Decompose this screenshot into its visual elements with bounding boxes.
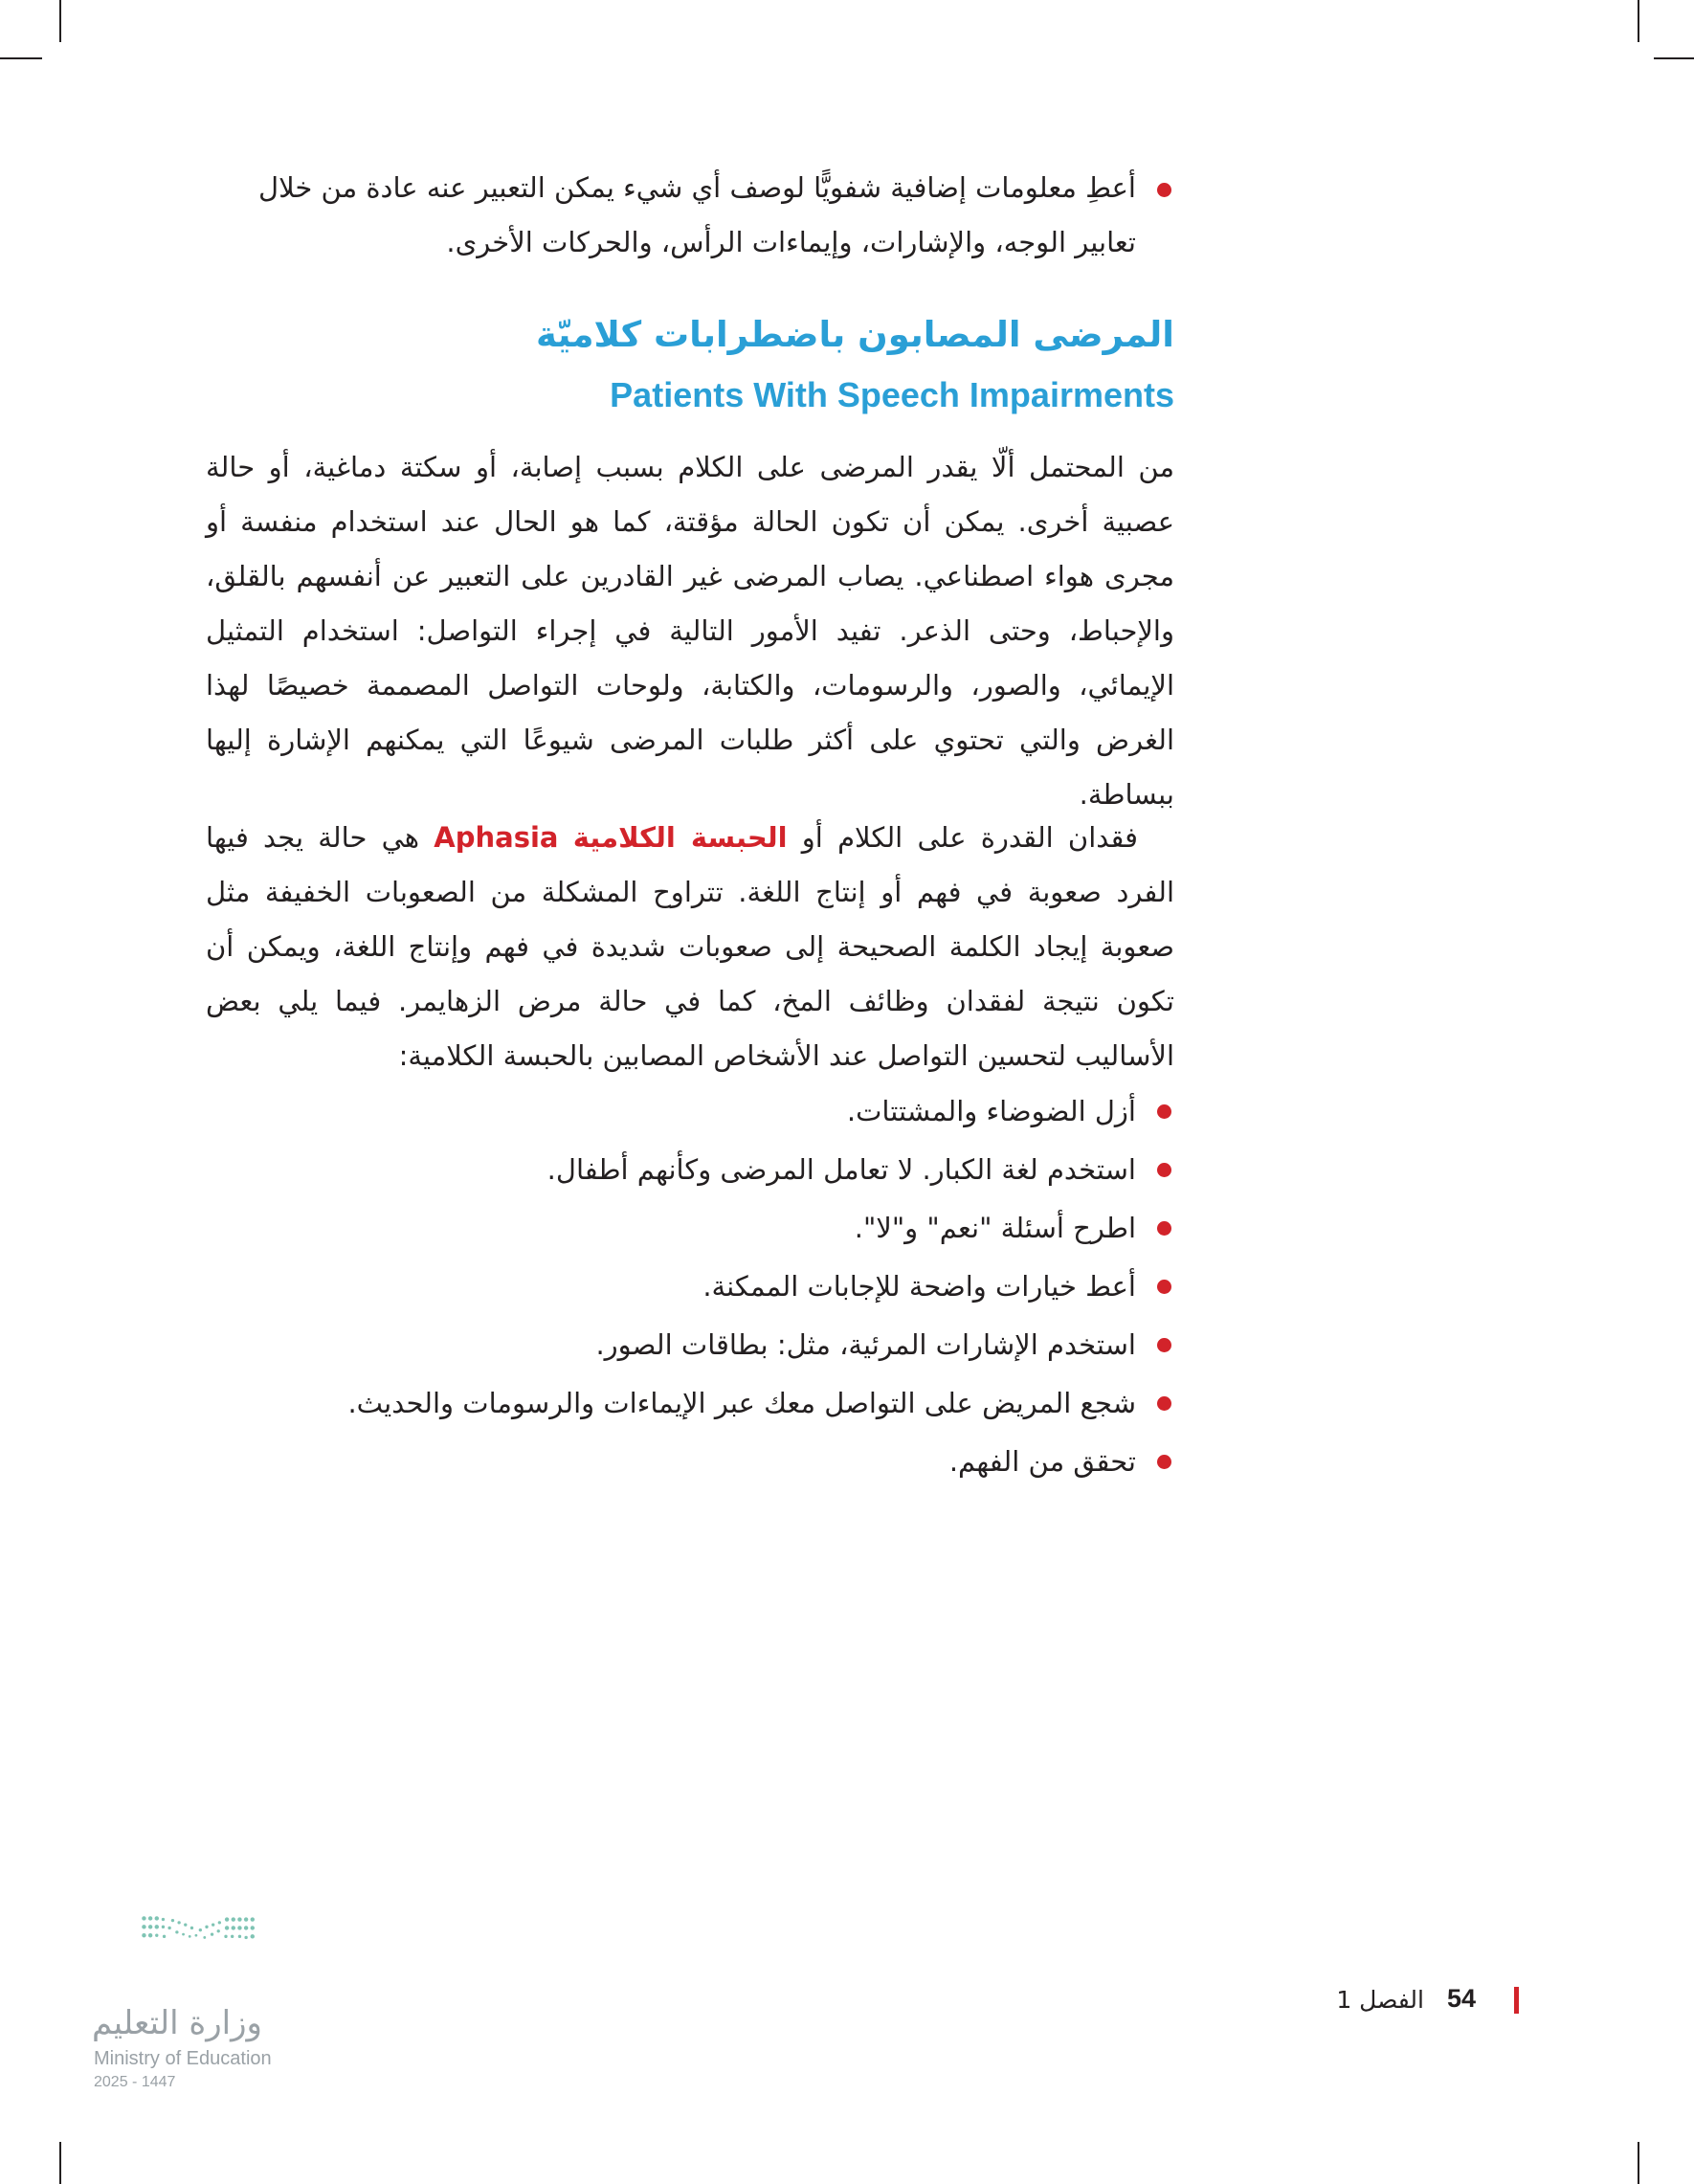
aphasia-term-ar: الحبسة الكلامية — [572, 821, 788, 854]
bullet-dot-icon — [1157, 1338, 1171, 1352]
bullet-dot-icon — [1157, 1221, 1171, 1236]
section-title-en: Patients With Speech Impairments — [610, 375, 1174, 414]
list-item-text: استخدم لغة الكبار. لا تعامل المرضى وكأنهم أطفال. — [546, 1153, 1136, 1186]
crop-mark — [1654, 57, 1694, 59]
list-item-text: اطرح أسئلة "نعم" و"لا". — [854, 1212, 1136, 1244]
list-item-text: أزل الضوضاء والمشتتات. — [846, 1095, 1136, 1127]
bullet-dot-icon — [1157, 1396, 1171, 1411]
ministry-logo-ar: وزارة التعليم — [92, 2004, 262, 2042]
crop-mark — [59, 2142, 61, 2184]
aphasia-term-en: Aphasia — [434, 821, 559, 854]
list-item-text: شجع المريض على التواصل معك عبر الإيماءات والرسومات والحديث. — [347, 1387, 1136, 1419]
list-item — [206, 1199, 1174, 1258]
list-item — [206, 1433, 1174, 1491]
crop-mark — [0, 57, 42, 59]
list-item-text: تحقق من الفهم. — [948, 1445, 1136, 1478]
list-item — [206, 1141, 1174, 1199]
ministry-logo-en: Ministry of Education — [94, 2048, 272, 2069]
paragraph-1-block — [206, 440, 1174, 822]
ministry-logo-dots-icon — [92, 1914, 312, 2010]
list-item-text: أعط خيارات واضحة للإجابات الممكنة. — [702, 1270, 1136, 1303]
page-number: 54 — [1447, 1984, 1477, 2013]
techniques-list — [206, 1082, 1174, 1491]
paragraph-2-before: فقدان القدرة على الكلام أو — [801, 821, 1139, 854]
list-item — [206, 1082, 1174, 1141]
paragraph-1: من المحتمل ألّا يقدر المرضى على الكلام بسبب إصابة، أو سكتة دماغية، أو حالة عصبية أخرى. يمكن أن تكون الحالة مؤقتة، كما هو الحال عند استخدام منفسة أو مجرى هواء اصطناعي. يصاب المرضى غير القادرين على التعبير عن أنفسهم بالقلق، والإحباط، وحتى الذعر. تفيد الأمور التالية في إجراء التواصل: استخدام التمثيل الإيمائي، والصور، والرسومات، والكتابة، ولوحات التواصل المصممة خصيصًا لهذا الغرض والتي تحتوي على أكثر طلبات المرضى شيوعًا التي يمكنهم الإشارة إليها ببساطة. — [206, 451, 1174, 811]
bullet-dot-icon — [1157, 183, 1171, 197]
techniques-list-block — [206, 1082, 1174, 1491]
list-item-text: استخدم الإشارات المرئية، مثل: بطاقات الصور. — [595, 1328, 1136, 1361]
bullet-dot-icon — [1157, 1455, 1171, 1469]
bullet-dot-icon — [1157, 1104, 1171, 1119]
section-title-ar: المرضى المصابون باضطرابات كلاميّة — [536, 314, 1174, 355]
paragraph-2-after: هي حالة يجد فيها الفرد صعوبة في فهم أو إنتاج اللغة. تتراوح المشكلة من الصعوبات الخفيفة مثل صعوبة إيجاد الكلمة الصحيحة إلى صعوبات شديدة في فهم وإنتاج اللغة، ويمكن أن تكون نتيجة لفقدان وظائف المخ، كما في حالة مرض الزهايمر. فيما يلي بعض الأساليب لتحسين التواصل عند الأشخاص المصابين بالحبسة الكلامية: — [206, 821, 1174, 1072]
footer-divider — [1514, 1987, 1519, 2014]
intro-bullet-text: أعطِ معلومات إضافية شفويًّا لوصف أي شيء يمكن التعبير عنه عادة من خلال تعابير الوجه، والإشارات، وإيماءات الرأس، والحركات الأخرى. — [258, 171, 1136, 258]
bullet-dot-icon — [1157, 1163, 1171, 1177]
chapter-label: الفصل 1 — [1336, 1986, 1424, 2014]
list-item — [206, 1258, 1174, 1316]
crop-mark — [1638, 2142, 1639, 2184]
list-item — [206, 1316, 1174, 1374]
bullet-dot-icon — [1157, 1280, 1171, 1294]
intro-bullet-block — [206, 161, 1174, 270]
crop-mark — [59, 0, 61, 42]
ministry-logo-year: 2025 - 1447 — [94, 2074, 176, 2090]
paragraph-2-block — [206, 811, 1174, 1083]
paragraph-2 — [206, 811, 1174, 1083]
intro-bullet — [206, 161, 1174, 270]
crop-mark — [1638, 0, 1639, 42]
list-item — [206, 1374, 1174, 1433]
